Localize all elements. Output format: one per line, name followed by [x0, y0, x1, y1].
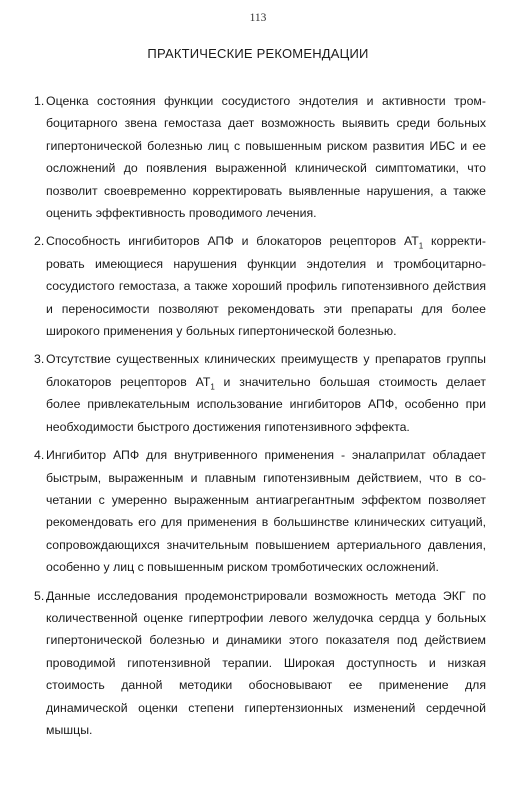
item-text: Оценка состояния функции сосудистого эндотелия и активности тромбоцитарного звена гемостаза дает возможность выявить среди больных гипертонической болезнью лиц с повышенным риском развития ИБС и ее осложнений до появления выраженной клинической симптоматики, что позволит своевременно корректировать выявленные нарушения, а также оценить эффективность проводимого лечения.: [46, 94, 486, 221]
item-number: 3.: [34, 352, 45, 367]
item-number: 5.: [34, 588, 45, 603]
list-item: [34, 230, 486, 342]
item-text-part: и значительно большая стоимость делает более привлекательным использование ингибиторов АПФ, особенно при необходимости быстрого достижения гипотензивного эффекта.: [46, 374, 486, 434]
item-number: 4.: [34, 448, 45, 463]
item-number: 1.: [34, 94, 45, 108]
item-text: [46, 348, 486, 438]
list-item: [34, 585, 486, 742]
item-text-part: корректировать имеющиеся нарушения функции эндотелия и тромбоцитарно-сосудистого гемостаза, а также хороший профиль гипотензивного действия и переносимости позволяют рекомендовать эти препараты для более широкого применения у больных гипертонической болезнью.: [46, 234, 487, 339]
list-item: [34, 90, 486, 224]
item-text: Данные исследования продемонстрировали возможность метода ЭКГ по количественной оценке гипертрофии левого желудочка сердца у больных гипертонической болезнью и динамики этого показателя под действием проводимой гипотензивной терапии. Широкая доступность и низкая стоимость данной методики обосновывают ее применение для динамической оценки степени гипертензионных изменений сердечной мышцы.: [46, 588, 486, 737]
list-item: [34, 348, 486, 438]
list-item: [34, 444, 486, 578]
item-number: 2.: [34, 234, 45, 249]
item-text: Ингибитор АПФ для внутривенного применения - эналаприлат обладает быстрым, выраженным и плавным гипотензивным действием, что в сочетании с умеренно выраженным антиагрегантным эффектом позволяет рекомендовать его для применения в большинстве клинических ситуаций, сопровождающихся значительным повышением артериального давления, особенно у лиц с повышенным риском тромботических осложнений.: [46, 448, 486, 575]
page-number: 113: [249, 12, 267, 24]
item-text-part: Отсутствие существенных клинических преимуществ у препаратов группы блокаторов рецепторов АТ: [46, 352, 486, 389]
subscript: 1: [418, 241, 424, 251]
item-text: [46, 230, 486, 342]
page-title: ПРАКТИЧЕСКИЕ РЕКОМЕНДАЦИИ: [147, 46, 369, 61]
item-text-part: Способность ингибиторов АПФ и блокаторов рецепторов АТ: [46, 234, 419, 249]
subscript: 1: [210, 382, 215, 392]
recommendations-list: [34, 90, 486, 747]
